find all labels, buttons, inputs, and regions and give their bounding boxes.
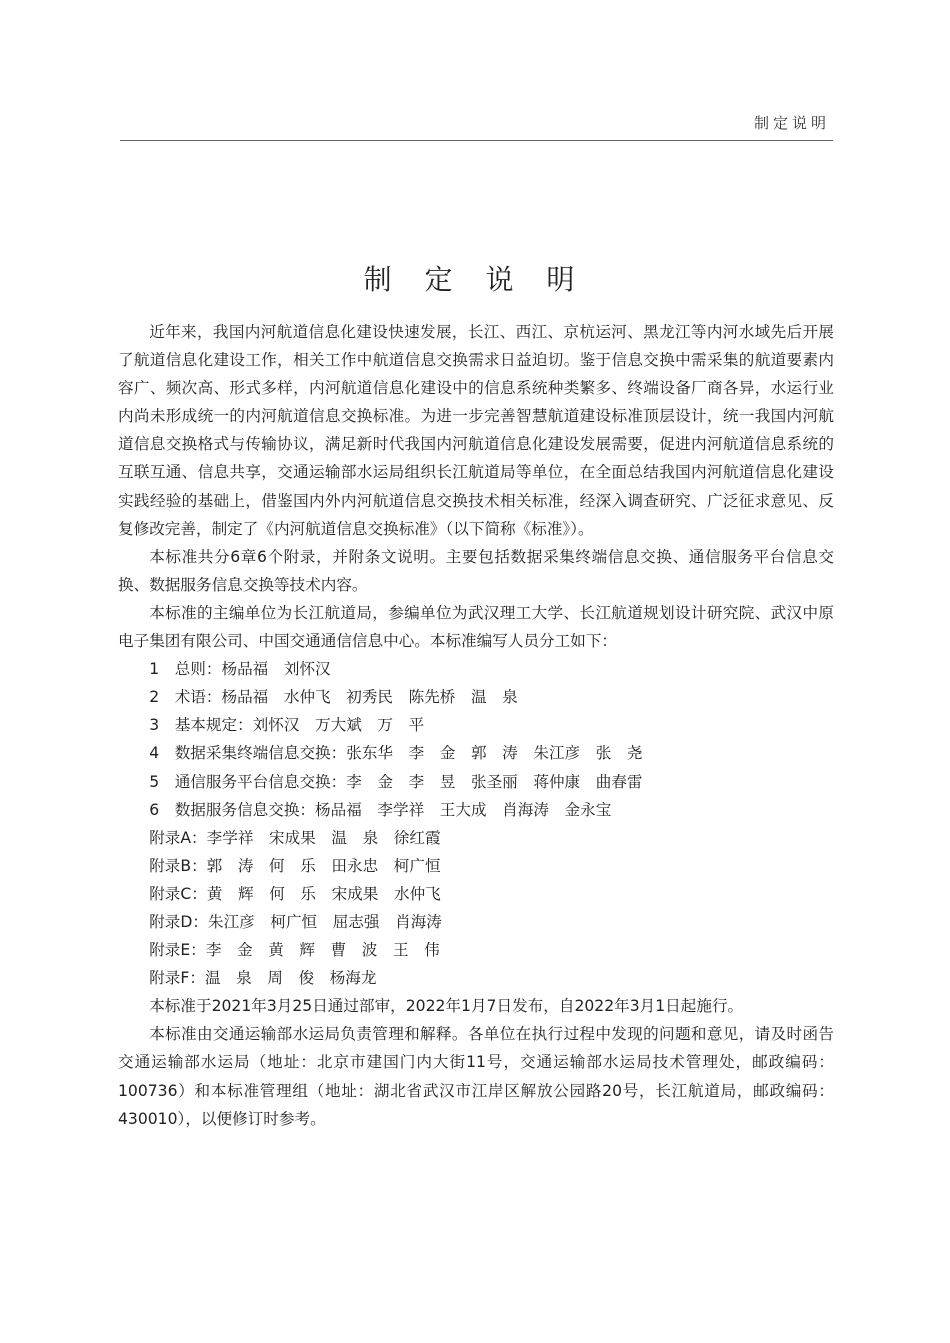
- author-roster: [118, 655, 834, 992]
- header-rule: [120, 140, 833, 141]
- roster-item: 2 术语：杨品福 水仲飞 初秀民 陈先桥 温 泉: [149, 688, 518, 707]
- roster-item: 5 通信服务平台信息交换：李 金 李 昱 张圣丽 蒋仲康 曲春雷: [149, 772, 643, 791]
- roster-item: 附录E：李 金 黄 辉 曹 波 王 伟: [149, 941, 440, 960]
- paragraph-dates: 本标准于2021年3月25日通过部审，2022年1月7日发布，自2022年3月1日起施行。: [149, 997, 744, 1016]
- roster-item: 6 数据服务信息交换：杨品福 李学祥 王大成 肖海涛 金永宝: [149, 800, 612, 819]
- document-body: [118, 318, 834, 1133]
- roster-item: 4 数据采集终端信息交换：张东华 李 金 郭 涛 朱江彦 张 尧: [149, 744, 643, 763]
- roster-item: 3 基本规定：刘怀汉 万大斌 万 平: [149, 716, 425, 735]
- paragraph-management: 本标准由交通运输部水运局负责管理和解释。各单位在执行过程中发现的问题和意见，请及时函告交通运输部水运局（地址：北京市建国门内大街11号，交通运输部水运局技术管理处，邮政编码：100736）和本标准管理组（地址：湖北省武汉市江岸区解放公园路20号，长江航道局，邮政编码：430010），以便修订时参考。: [118, 1025, 834, 1128]
- page-title: 制 定 说 明: [363, 263, 587, 296]
- roster-item: 附录C：黄 辉 何 乐 宋成果 水仲飞: [149, 884, 441, 903]
- paragraph-structure: 本标准共分6章6个附录，并附条文说明。主要包括数据采集终端信息交换、通信服务平台信息交换、数据服务信息交换等技术内容。: [118, 547, 834, 594]
- roster-item: 1 总则：杨品福 刘怀汉: [149, 660, 331, 679]
- paragraph-units: 本标准的主编单位为长江航道局，参编单位为武汉理工大学、长江航道规划设计研究院、武汉中原电子集团有限公司、中国交通通信信息中心。本标准编写人员分工如下：: [118, 603, 834, 651]
- roster-item: 附录F：温 泉 周 俊 杨海龙: [149, 969, 377, 988]
- roster-item: 附录A：李学祥 宋成果 温 泉 徐红霞: [149, 828, 441, 847]
- running-header: 制定说明: [753, 114, 830, 132]
- paragraph-background: 近年来，我国内河航道信息化建设快速发展，长江、西江、京杭运河、黑龙江等内河水域先后开展了航道信息化建设工作，相关工作中航道信息交换需求日益迫切。鉴于信息交换中需采集的航道要素内容广、频次高、形式多样，内河航道信息化建设中的信息系统种类繁多、终端设备厂商各异，水运行业内尚未形成统一的内河航道信息交换标准。为进一步完善智慧航道建设标准顶层设计，统一我国内河航道信息交换格式与传输协议，满足新时代我国内河航道信息化建设发展需要，促进内河航道信息系统的互联互通、信息共享，交通运输部水运局组织长江航道局等单位，在全面总结我国内河航道信息化建设实践经验的基础上，借鉴国内外内河航道信息交换技术相关标准，经深入调查研究、广泛征求意见、反复修改完善，制定了《内河航道信息交换标准》（以下简称《标准》）。: [118, 323, 834, 538]
- roster-item: 附录D：朱江彦 柯广恒 屈志强 肖海涛: [149, 912, 442, 931]
- roster-item: 附录B：郭 涛 何 乐 田永忠 柯广恒: [149, 856, 441, 875]
